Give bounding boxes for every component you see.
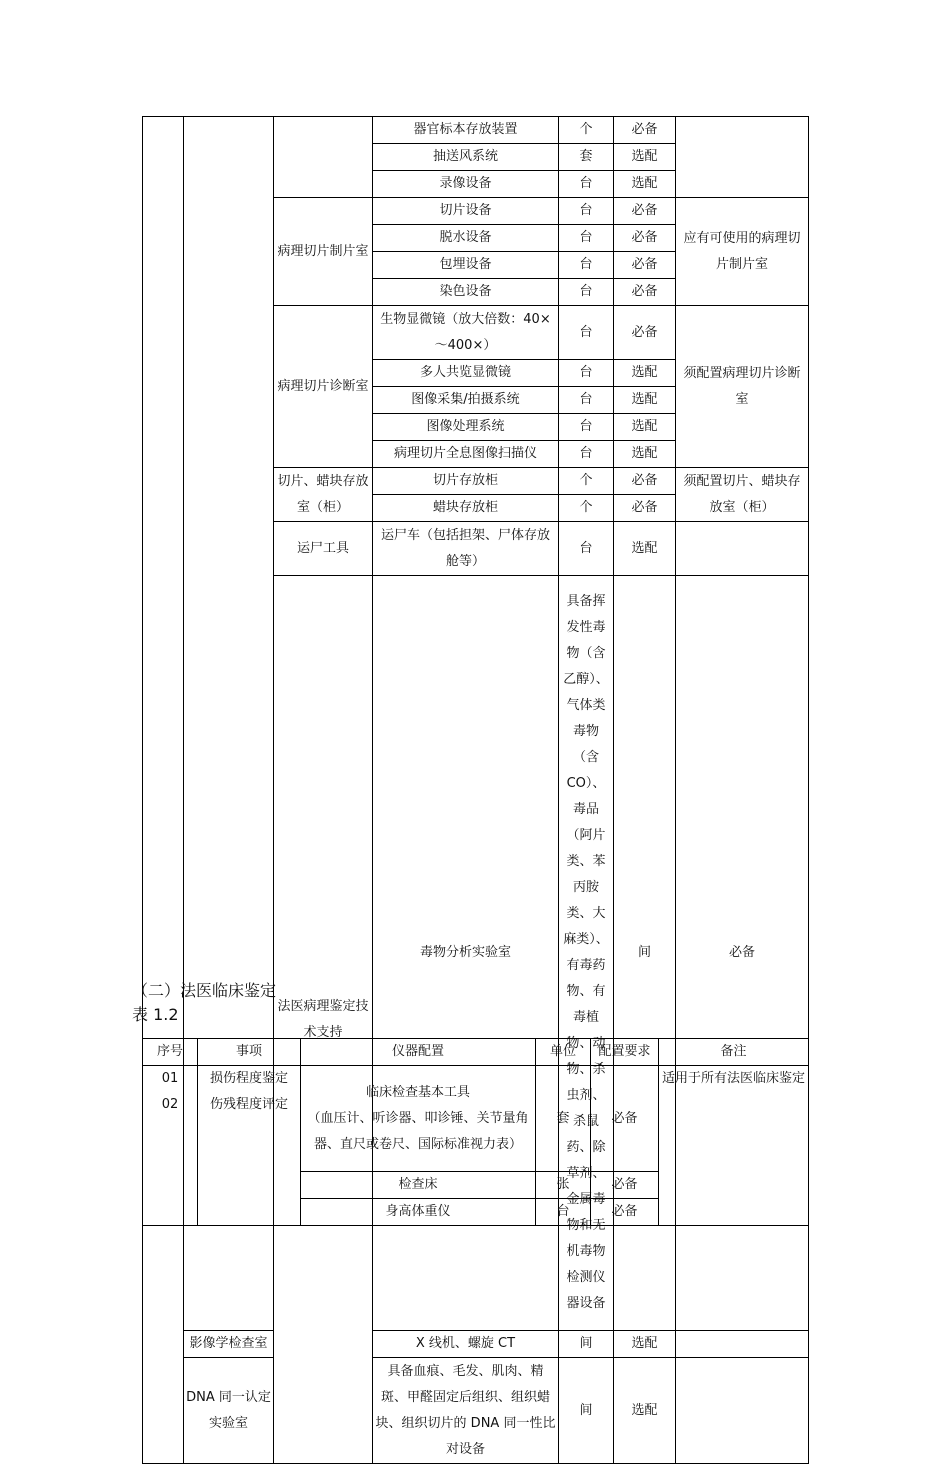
header-config: 仪器配置 [301,1039,536,1066]
room-cell [274,117,373,198]
note-cell [676,1331,809,1358]
header-requirement: 配置要求 [591,1039,659,1066]
table-label: 表 1.2 [132,1005,179,1024]
instrument-cell: 切片存放柜 [373,468,559,495]
unit-cell: 台 [559,198,614,225]
requirement-cell: 选配 [614,1358,676,1464]
unit-cell: 间 [559,1331,614,1358]
unit-cell: 台 [559,414,614,441]
instrument-cell: 具备血痕、毛发、肌肉、精斑、甲醛固定后组织、组织蜡块、组织切片的 DNA 同一性比对设备 [373,1358,559,1464]
unit-cell: 台 [559,225,614,252]
unit-cell: 个 [559,117,614,144]
unit-cell: 台 [559,252,614,279]
requirement-cell: 选配 [614,360,676,387]
no-item: 01 [161,1071,179,1086]
instrument-cell: 运尸车（包括担架、尸体存放舱等） [373,522,559,576]
clinical-equipment-table [142,1038,809,1226]
unit-cell: 台 [536,1199,591,1226]
unit-cell: 张 [536,1172,591,1199]
requirement-cell: 必备 [614,117,676,144]
room-name-cell: 影像学检查室 [184,1331,274,1358]
requirement-cell: 选配 [614,171,676,198]
unit-cell: 套 [536,1066,591,1172]
unit-cell: 间 [559,1358,614,1464]
instrument-cell: 蜡块存放柜 [373,495,559,522]
no-cell [143,1066,198,1226]
instrument-cell: 病理切片全息图像扫描仪 [373,441,559,468]
instrument-cell: X 线机、螺旋 CT [373,1331,559,1358]
config-cell: 检查床 [301,1172,536,1199]
room-name-cell: 病理切片制片室 [274,198,373,306]
note-cell: 须配置病理切片诊断室 [676,306,809,468]
unit-cell: 个 [559,495,614,522]
requirement-cell: 选配 [614,441,676,468]
unit-cell: 台 [559,306,614,360]
header-unit: 单位 [536,1039,591,1066]
requirement-cell: 必备 [591,1199,659,1226]
requirement-cell: 必备 [614,225,676,252]
unit-cell: 台 [559,441,614,468]
unit-cell: 台 [559,522,614,576]
room-name-cell: 病理切片诊断室 [274,306,373,468]
unit-cell: 个 [559,468,614,495]
requirement-cell: 选配 [614,387,676,414]
unit-cell: 套 [559,144,614,171]
note-cell [676,522,809,576]
requirement-cell: 选配 [614,414,676,441]
instrument-cell: 图像处理系统 [373,414,559,441]
instrument-cell: 染色设备 [373,279,559,306]
requirement-cell: 必备 [676,576,809,1331]
room-name-cell: 运尸工具 [274,522,373,576]
instrument-cell: 包埋设备 [373,252,559,279]
requirement-cell: 选配 [614,522,676,576]
config-title: 临床检查基本工具 [365,1084,470,1100]
note-cell: 应有可使用的病理切片制片室 [676,198,809,306]
requirement-cell: 必备 [614,495,676,522]
unit-cell: 台 [559,387,614,414]
item-name: 伤残程度评定 [209,1097,288,1112]
instrument-cell: 抽送风系统 [373,144,559,171]
requirement-cell: 选配 [614,144,676,171]
requirement-cell: 必备 [614,252,676,279]
instrument-cell: 具备挥发性毒物（含乙醇）、气体类毒物（含CO）、毒品（阿片类、苯丙胺类、大麻类）、有毒药物、有毒植物、动物、杀虫剂、杀鼠药、除草剂、金属毒物和无机毒物检测仪器设备 [559,576,614,1331]
room-name-cell: DNA 同一认定实验室 [184,1358,274,1464]
instrument-cell: 脱水设备 [373,225,559,252]
header-note: 备注 [659,1039,809,1066]
config-detail: （血压计、听诊器、叩诊锤、关节量角器、直尺或卷尺、国际标准视力表） [307,1110,529,1152]
requirement-cell: 必备 [614,306,676,360]
requirement-cell: 必备 [614,198,676,225]
note-cell: 适用于所有法医临床鉴定 [659,1066,809,1226]
item-name: 损伤程度鉴定 [209,1071,288,1086]
unit-cell: 台 [559,279,614,306]
room-name-cell: 毒物分析实验室 [373,576,559,1331]
header-no: 序号 [143,1039,198,1066]
note-cell: 须配置切片、蜡块存放室（柜） [676,468,809,522]
col-no-cell [143,117,184,1464]
header-item: 事项 [198,1039,301,1066]
requirement-cell: 选配 [614,1331,676,1358]
requirement-cell: 必备 [591,1066,659,1172]
note-cell [676,1358,809,1464]
item-cell [198,1066,301,1226]
instrument-cell: 切片设备 [373,198,559,225]
support-group-cell: 法医病理鉴定技术支持 [274,576,373,1464]
requirement-cell: 必备 [614,279,676,306]
config-cell: 身高体重仪 [301,1199,536,1226]
instrument-cell: 图像采集/拍摄系统 [373,387,559,414]
section-heading: （二）法医临床鉴定 [132,981,277,1000]
room-name-cell: 切片、蜡块存放室（柜） [274,468,373,522]
unit-cell: 台 [559,360,614,387]
instrument-cell: 生物显微镜（放大倍数：40×～400×） [373,306,559,360]
no-item: 02 [161,1097,179,1112]
config-cell [301,1066,536,1172]
unit-cell: 台 [559,171,614,198]
unit-cell: 间 [614,576,676,1331]
note-cell [676,117,809,198]
instrument-cell: 器官标本存放装置 [373,117,559,144]
instrument-cell: 多人共览显微镜 [373,360,559,387]
requirement-cell: 必备 [614,468,676,495]
instrument-cell: 录像设备 [373,171,559,198]
equipment-table-continued [142,116,809,1464]
requirement-cell: 必备 [591,1172,659,1199]
